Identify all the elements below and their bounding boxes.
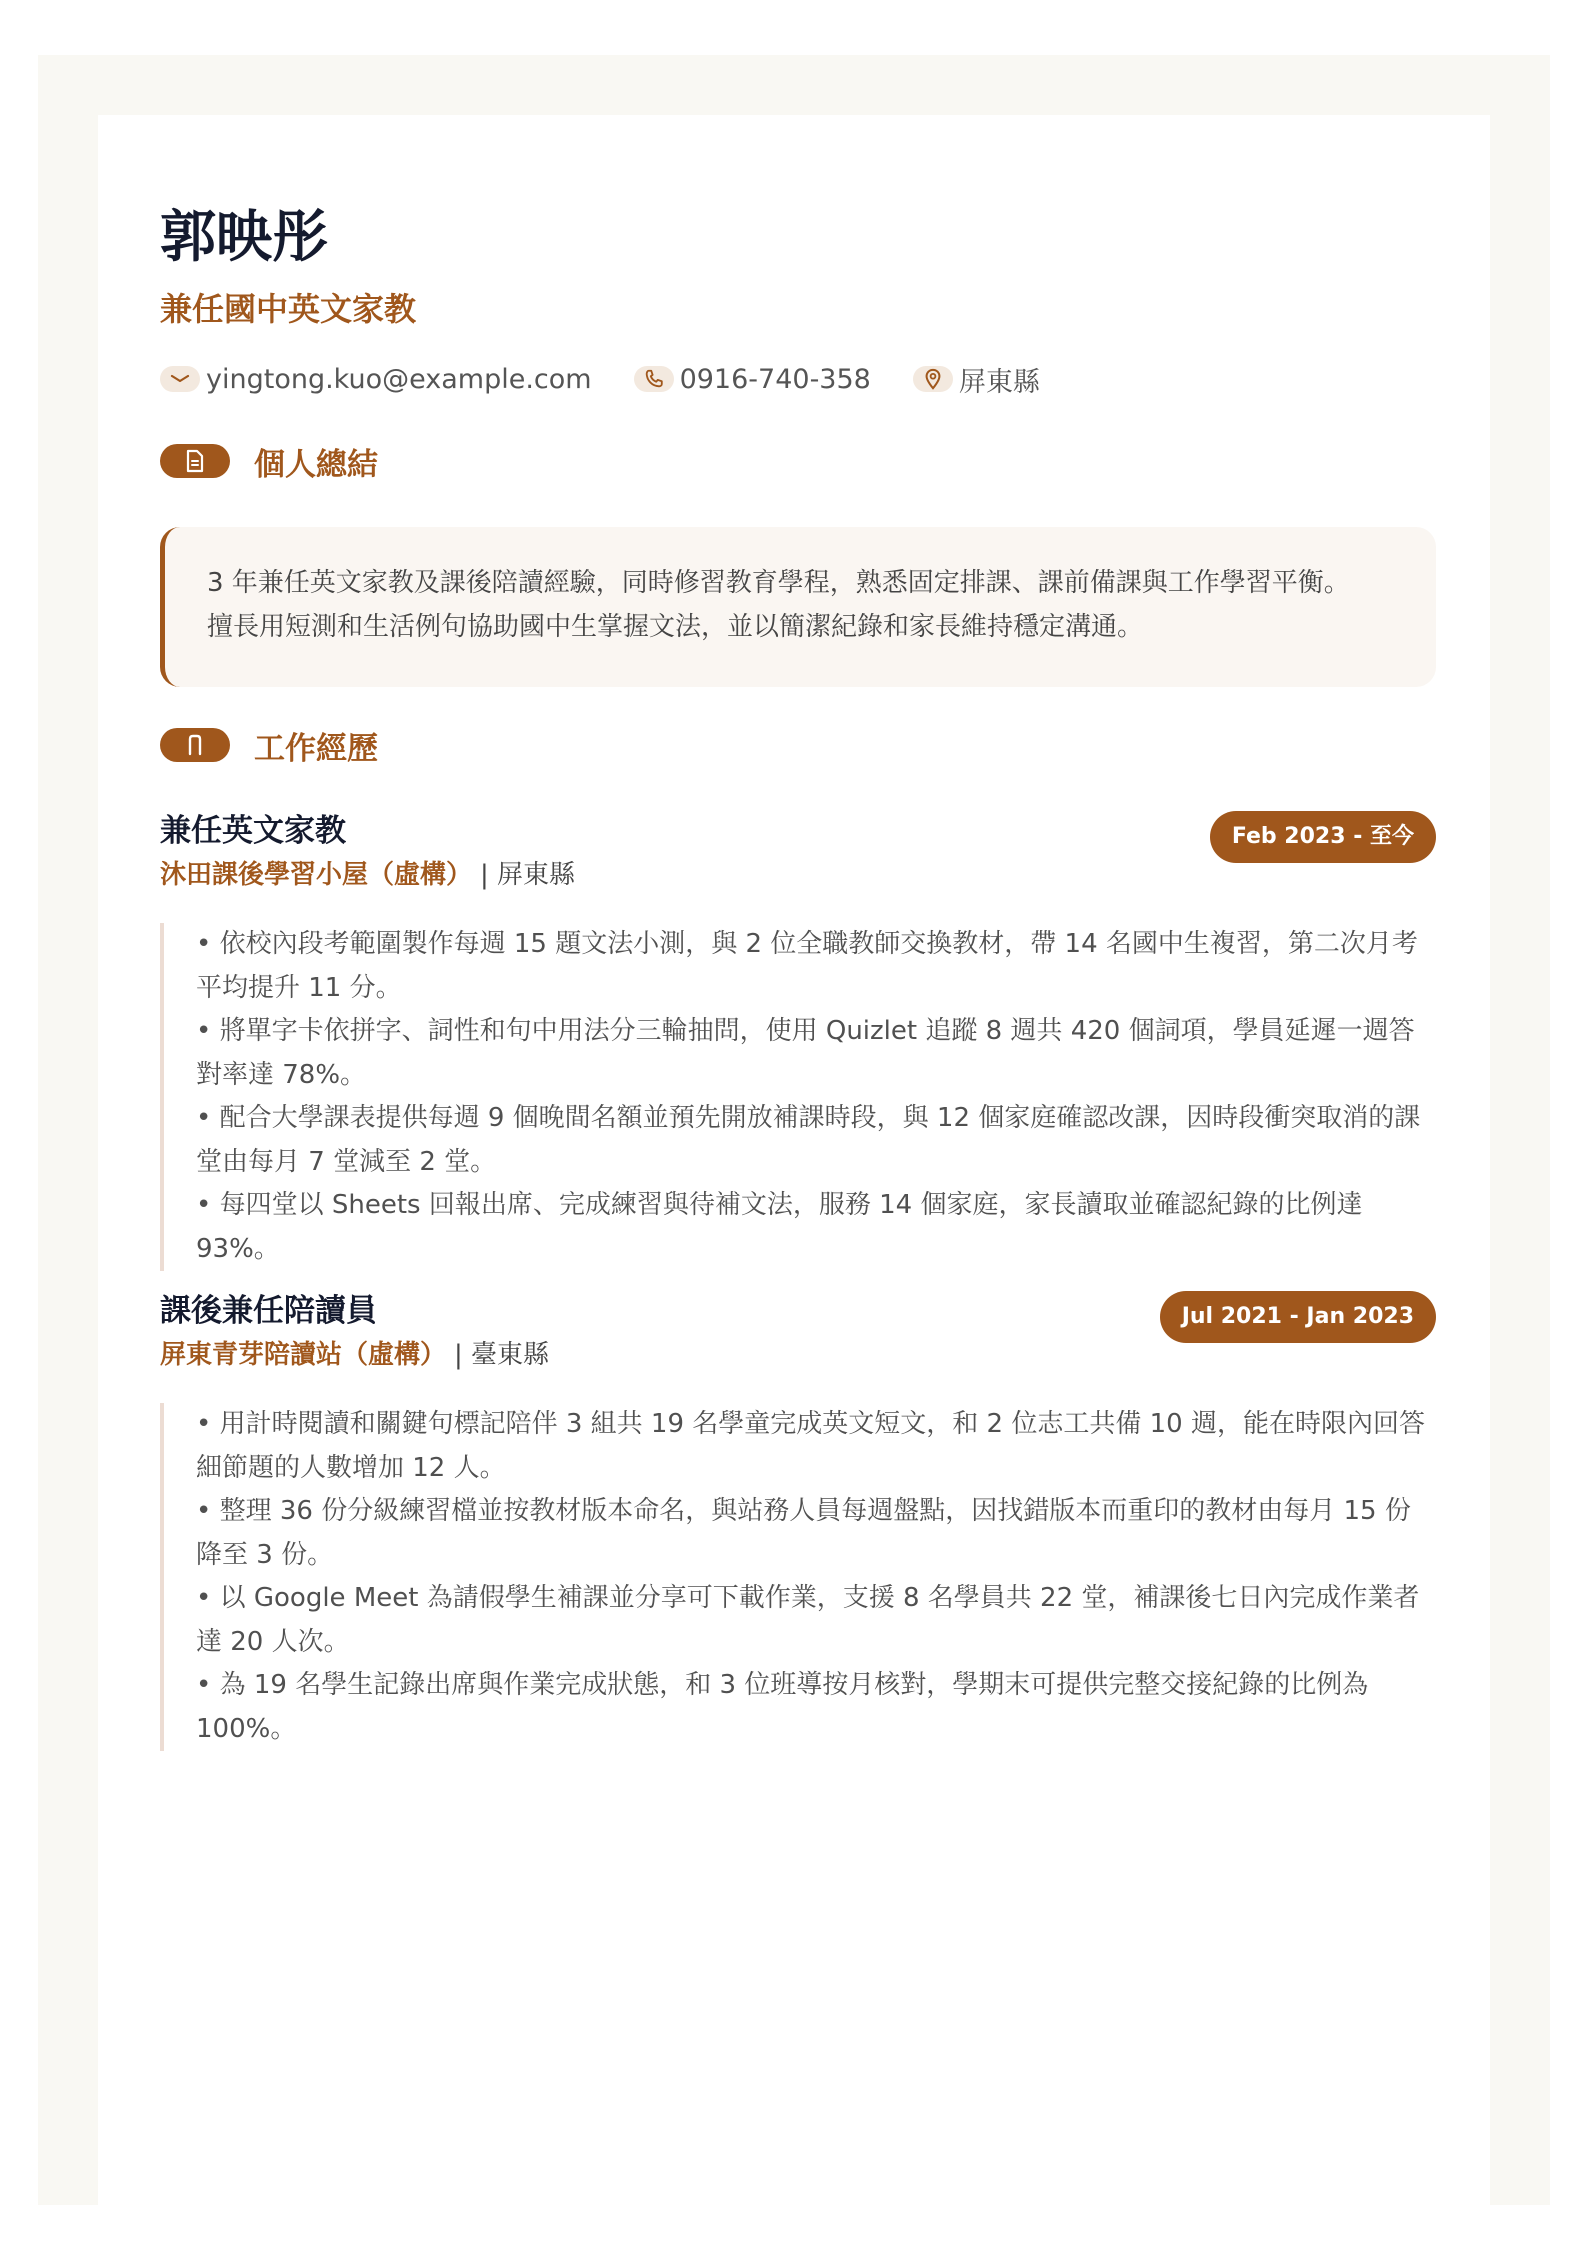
experience-section-header bbox=[160, 723, 1436, 767]
job-header bbox=[160, 811, 1436, 903]
job-bullet: • 為 19 名學生記錄出席與作業完成狀態，和 3 位班導按月核對，學期末可提供完整交接紀錄的比例為 100%。 bbox=[196, 1670, 1369, 1744]
job-date-badge: Jul 2021 - Jan 2023 bbox=[1160, 1291, 1436, 1343]
job-title: 兼任英文家教 bbox=[160, 813, 346, 849]
job-location: | 屏東縣 bbox=[480, 860, 576, 890]
job-title: 課後兼任陪讀員 bbox=[160, 1293, 377, 1329]
document-icon bbox=[160, 444, 230, 478]
job-bullets bbox=[160, 923, 1436, 1271]
job-header bbox=[160, 1291, 1436, 1383]
job-location: | 臺東縣 bbox=[454, 1340, 550, 1370]
experience-title: 工作經歷 bbox=[254, 730, 378, 767]
job-bullet: • 依校內段考範圍製作每週 15 題文法小測，與 2 位全職教師交換教材，帶 14 名國中生複習，第二次月考平均提升 11 分。 bbox=[196, 929, 1418, 1003]
candidate-role: 兼任國中英文家教 bbox=[160, 290, 417, 328]
contact-location bbox=[913, 360, 1040, 399]
summary-box bbox=[160, 527, 1436, 687]
phone-text[interactable]: 0916-740-358 bbox=[679, 363, 871, 395]
map-pin-icon bbox=[913, 366, 953, 392]
job-bullet: • 配合大學課表提供每週 9 個晚間名額並預先開放補課時段，與 12 個家庭確認改課，因時段衝突取消的課堂由每月 7 堂減至 2 堂。 bbox=[196, 1103, 1421, 1177]
summary-line: 3 年兼任英文家教及課後陪讀經驗，同時修習教育學程，熟悉固定排課、課前備課與工作學習平衡。 bbox=[207, 568, 1350, 598]
contact-email bbox=[160, 364, 592, 395]
summary-section-header bbox=[160, 439, 1436, 483]
job-bullet: • 整理 36 份分級練習檔並按教材版本命名，與站務人員每週盤點，因找錯版本而重印的教材由每月 15 份降至 3 份。 bbox=[196, 1496, 1411, 1570]
job-org: 屏東青芽陪讀站（虛構） bbox=[160, 1340, 447, 1370]
job-entry bbox=[160, 1291, 1436, 1751]
contact-phone bbox=[634, 364, 871, 395]
summary-title: 個人總結 bbox=[254, 446, 378, 483]
resume-content bbox=[160, 205, 1436, 1751]
job-org: 沐田課後學習小屋（虛構） bbox=[160, 860, 473, 890]
job-bullet: • 用計時閱讀和關鍵句標記陪伴 3 組共 19 名學童完成英文短文，和 2 位志工共備 10 週，能在時限內回答細節題的人數增加 12 人。 bbox=[196, 1409, 1425, 1483]
resume-page bbox=[98, 115, 1490, 2205]
summary-line: 擅長用短測和生活例句協助國中生掌握文法，並以簡潔紀錄和家長維持穩定溝通。 bbox=[207, 612, 1144, 642]
email-text[interactable]: yingtong.kuo@example.com bbox=[206, 363, 592, 395]
job-bullet: • 以 Google Meet 為請假學生補課並分享可下載作業，支援 8 名學員共 22 堂，補課後七日內完成作業者達 20 人次。 bbox=[196, 1583, 1420, 1657]
job-bullets bbox=[160, 1403, 1436, 1751]
job-entry bbox=[160, 811, 1436, 1271]
job-bullet: • 每四堂以 Sheets 回報出席、完成練習與待補文法，服務 14 個家庭，家長讀取並確認紀錄的比例達 93%。 bbox=[196, 1190, 1363, 1264]
briefcase-icon bbox=[160, 728, 230, 762]
contact-bar bbox=[160, 359, 1436, 399]
candidate-name: 郭映彤 bbox=[160, 205, 328, 270]
job-date-badge: Feb 2023 - 至今 bbox=[1210, 811, 1436, 863]
phone-icon bbox=[634, 366, 674, 392]
envelope-icon bbox=[160, 366, 200, 392]
location-text: 屏東縣 bbox=[958, 366, 1040, 398]
job-bullet: • 將單字卡依拼字、詞性和句中用法分三輪抽問，使用 Quizlet 追蹤 8 週共 420 個詞項，學員延遲一週答對率達 78%。 bbox=[196, 1016, 1415, 1090]
